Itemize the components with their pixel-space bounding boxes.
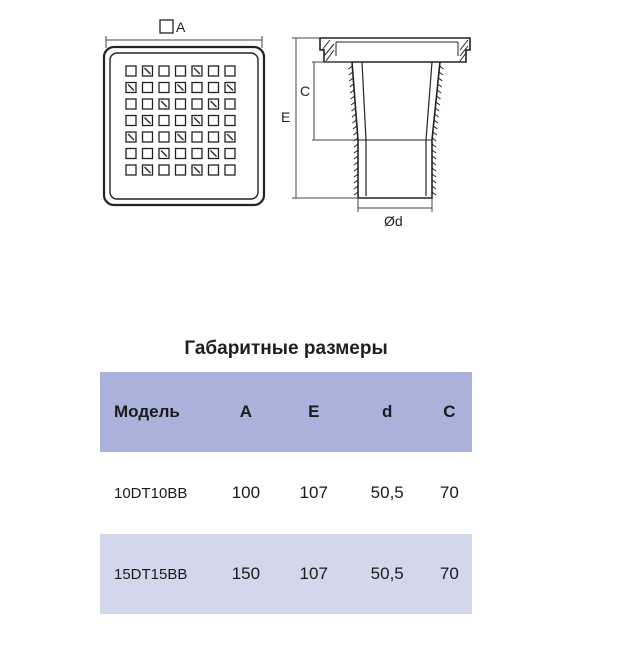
grate-hole [159, 66, 169, 76]
grate-hole [192, 99, 202, 109]
cell-d: 50,5 [370, 483, 404, 502]
dimensions-table [100, 372, 472, 614]
header-a: A [239, 402, 253, 421]
grate-hole-mark [161, 151, 167, 157]
grate-hole-mark [211, 151, 217, 157]
grate-hole-mark [211, 101, 217, 107]
grate-hole [143, 99, 153, 109]
grate-hole [126, 165, 136, 175]
cell-c: 70 [439, 564, 459, 583]
grate-hole-mark [178, 85, 184, 91]
grate-hole [176, 99, 186, 109]
grate-hole-mark [128, 85, 134, 91]
grate-hole [209, 116, 219, 126]
cell-model: 10DT10BB [114, 484, 188, 502]
grate-hole-mark [128, 134, 134, 140]
cell-a: 150 [231, 564, 261, 583]
grate-hole [192, 83, 202, 93]
grate-hole [126, 116, 136, 126]
header-c: C [443, 402, 456, 421]
grate-hole [176, 165, 186, 175]
grate-hole [225, 165, 235, 175]
grate-hole [192, 132, 202, 142]
grate-hole-mark [194, 68, 200, 74]
cell-a: 100 [231, 483, 261, 502]
cell-model: 15DT15BB [114, 565, 188, 583]
dimension-a-label: A [176, 19, 186, 35]
table-row [100, 534, 472, 614]
grate-hole [209, 132, 219, 142]
header-model: Модель [114, 402, 180, 421]
grate-hole [176, 66, 186, 76]
grate-hole [209, 165, 219, 175]
grate-hole [192, 149, 202, 159]
body-inner [362, 62, 432, 196]
grate-hole [159, 83, 169, 93]
grate-hole [143, 132, 153, 142]
header-d: d [382, 402, 393, 421]
grate-hole-mark [145, 118, 151, 124]
grate-hole [176, 116, 186, 126]
grate-holes [126, 66, 235, 175]
grate-hole-mark [227, 134, 233, 140]
grate-hole [159, 116, 169, 126]
table-header-row [100, 372, 472, 452]
grate-hole-mark [145, 68, 151, 74]
top-view [104, 19, 264, 205]
grate-hole [143, 149, 153, 159]
grate-hole [143, 83, 153, 93]
grate-hole [159, 165, 169, 175]
grate-hole [209, 83, 219, 93]
grate-hole [225, 99, 235, 109]
grate-hole-mark [194, 167, 200, 173]
grate-hole [126, 99, 136, 109]
cell-e: 107 [299, 564, 328, 583]
side-view [281, 38, 470, 229]
table-title: Габаритные размеры [184, 338, 388, 359]
cell-e: 107 [299, 483, 328, 502]
grate-hole [209, 66, 219, 76]
grate-hole [126, 149, 136, 159]
flange-hatching [322, 40, 468, 61]
grate-hole [225, 66, 235, 76]
grate-hole [176, 149, 186, 159]
grate-hole-mark [178, 134, 184, 140]
grate-hole [126, 66, 136, 76]
grate-hole-mark [227, 85, 233, 91]
grate-hole [225, 116, 235, 126]
header-e: E [308, 402, 320, 421]
grate-hole-mark [161, 101, 167, 107]
grate-hole [225, 149, 235, 159]
cell-c: 70 [439, 483, 459, 502]
dimension-e-label: E [281, 109, 291, 125]
grate-hole [159, 132, 169, 142]
cell-d: 50,5 [370, 564, 404, 583]
dimension-d-label: Ød [384, 213, 403, 229]
square-symbol [160, 20, 173, 33]
grate-hole-mark [194, 118, 200, 124]
grate-hole-mark [145, 167, 151, 173]
dimension-c-label: C [300, 83, 311, 99]
table-row [100, 452, 472, 534]
